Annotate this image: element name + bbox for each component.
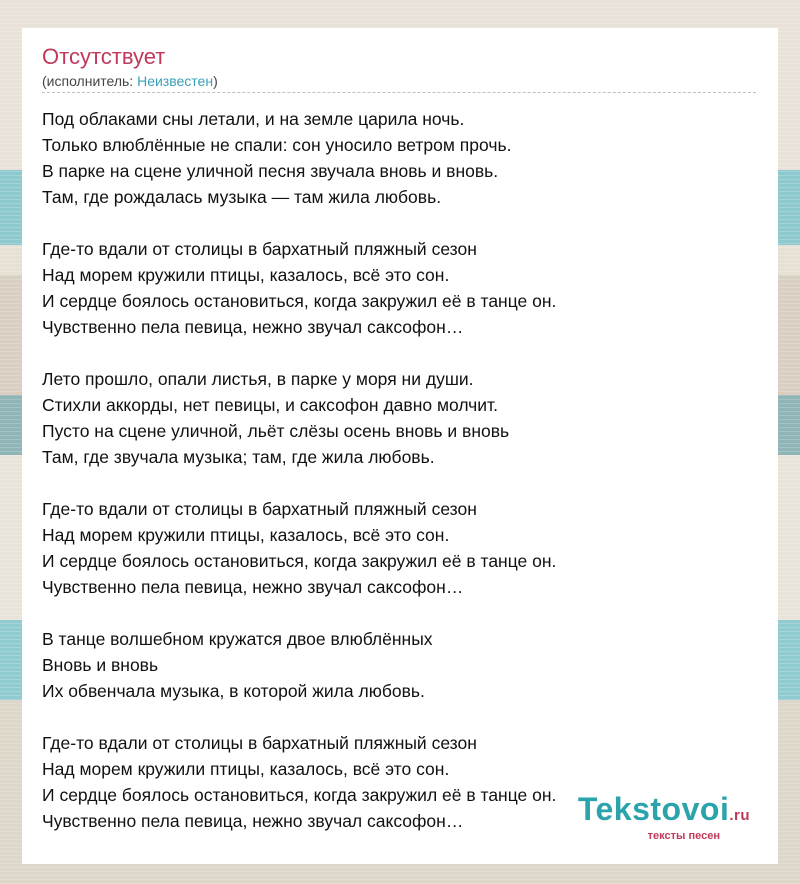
lyrics-text xyxy=(42,106,762,860)
dashed-divider xyxy=(42,92,756,93)
lyrics-line: Их обвенчала музыка, в которой жила любовь. xyxy=(42,681,425,701)
logo-tld: .ru xyxy=(729,807,750,824)
artist-line xyxy=(42,73,218,89)
lyrics-line: И сердце боялось остановиться, когда закружил её в танце он. xyxy=(42,551,557,571)
song-title: Отсутствует xyxy=(42,44,166,69)
artist-prefix: (исполнитель: xyxy=(42,73,138,89)
lyrics-line: Чувственно пела певица, нежно звучал саксофон… xyxy=(42,577,464,597)
logo-tagline: тексты песен xyxy=(647,830,720,842)
lyrics-stanza xyxy=(42,626,762,704)
logo-name: Tekstovoi xyxy=(577,791,730,827)
lyrics-line: Где-то вдали от столицы в бархатный пляжный сезон xyxy=(42,733,477,753)
lyrics-line: Чувственно пела певица, нежно звучал саксофон… xyxy=(42,317,464,337)
lyrics-line: Вновь и вновь xyxy=(42,655,159,675)
lyrics-stanza xyxy=(42,106,762,210)
lyrics-line: Над морем кружили птицы, казалось, всё это сон. xyxy=(42,525,450,545)
lyrics-line: Где-то вдали от столицы в бархатный пляжный сезон xyxy=(42,499,477,519)
lyrics-line: Над морем кружили птицы, казалось, всё это сон. xyxy=(42,759,450,779)
lyrics-line: Над морем кружили птицы, казалось, всё это сон. xyxy=(42,265,450,285)
lyrics-line: Там, где звучала музыка; там, где жила любовь. xyxy=(42,447,435,467)
lyrics-line: Чувственно пела певица, нежно звучал саксофон… xyxy=(42,811,464,831)
artist-link[interactable]: Неизвестен xyxy=(137,73,214,89)
lyrics-line: Пусто на сцене уличной, льёт слёзы осень вновь и вновь xyxy=(42,421,510,441)
lyrics-line: Только влюблённые не спали: сон уносило ветром прочь. xyxy=(42,135,512,155)
lyrics-line: Где-то вдали от столицы в бархатный пляжный сезон xyxy=(42,239,477,259)
lyrics-line: И сердце боялось остановиться, когда закружил её в танце он. xyxy=(42,291,557,311)
lyrics-line: Под облаками сны летали, и на земле царила ночь. xyxy=(42,109,465,129)
lyrics-line: Лето прошло, опали листья, в парке у моря ни души. xyxy=(42,369,474,389)
lyrics-card xyxy=(22,28,778,864)
lyrics-stanza xyxy=(42,366,762,470)
lyrics-line: Стихли аккорды, нет певицы, и саксофон давно молчит. xyxy=(42,395,498,415)
lyrics-line: В танце волшебном кружатся двое влюблённых xyxy=(42,629,433,649)
site-logo[interactable] xyxy=(578,793,750,842)
artist-suffix: ) xyxy=(213,73,218,89)
lyrics-line: Там, где рождалась музыка — там жила любовь. xyxy=(42,187,442,207)
lyrics-stanza xyxy=(42,236,762,340)
lyrics-stanza xyxy=(42,496,762,600)
lyrics-line: И сердце боялось остановиться, когда закружил её в танце он. xyxy=(42,785,557,805)
lyrics-line: В парке на сцене уличной песня звучала вновь и вновь. xyxy=(42,161,499,181)
